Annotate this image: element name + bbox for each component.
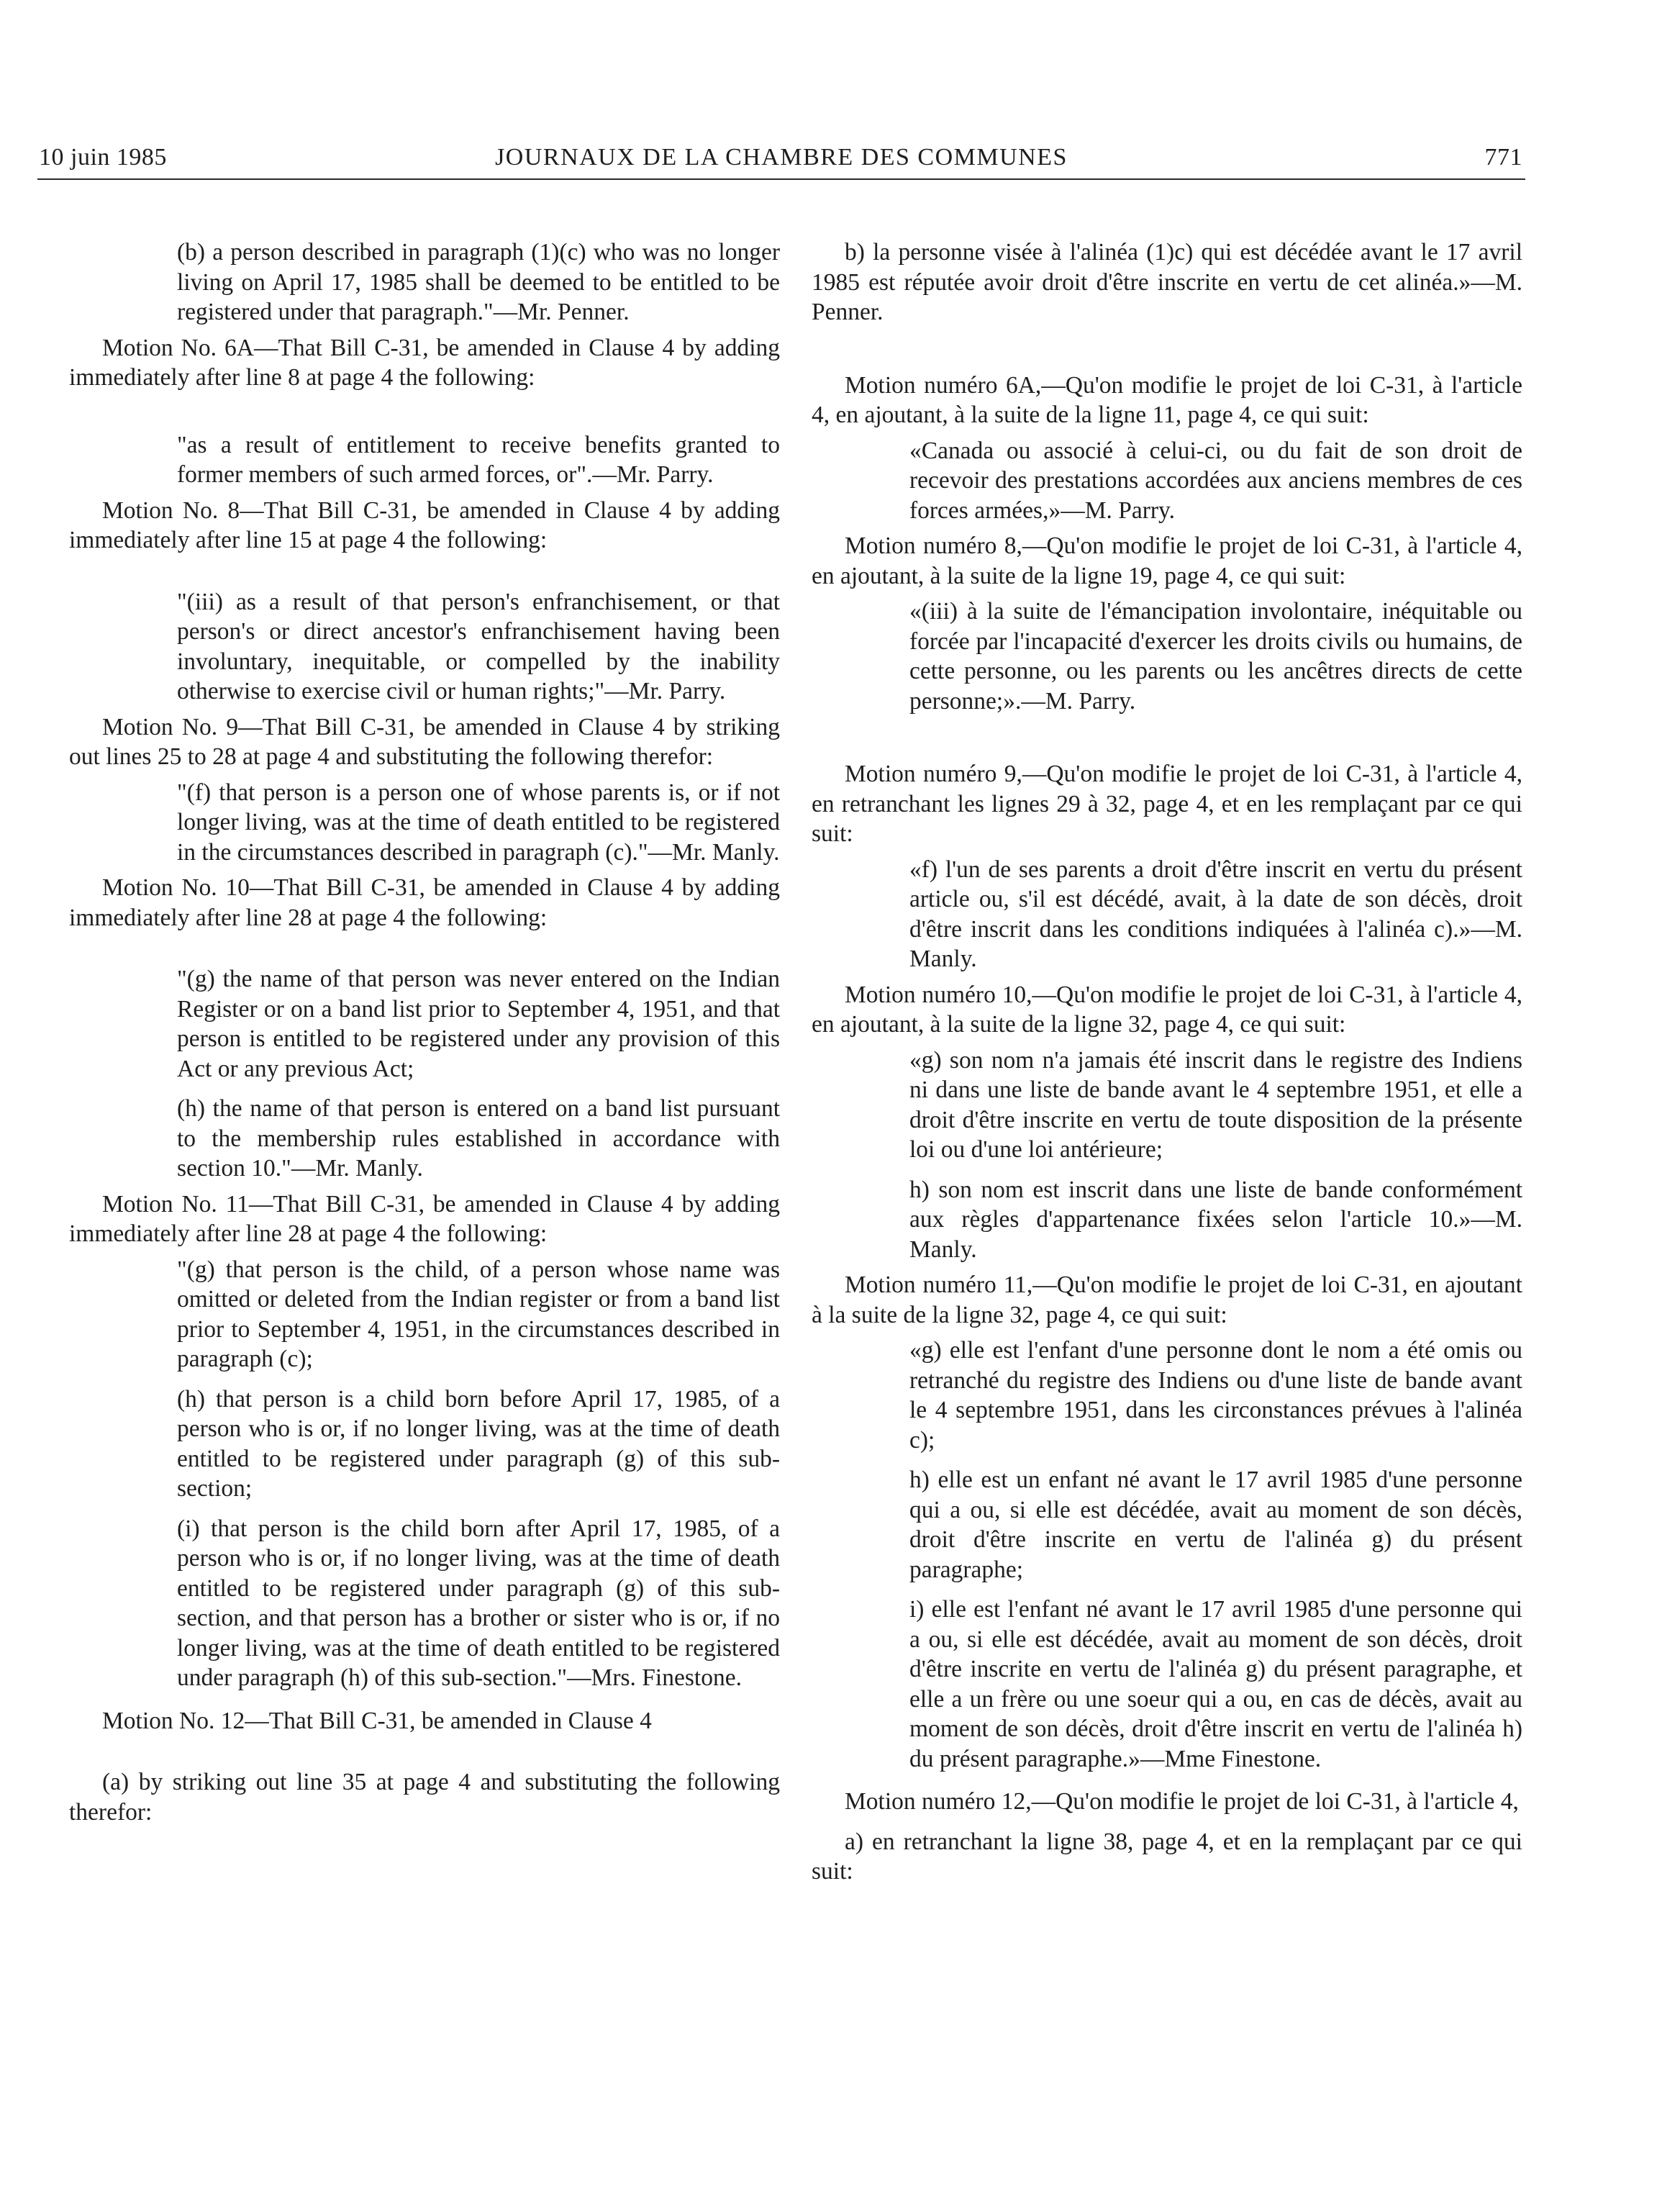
motion-9: Motion No. 9—That Bill C-31, be amended in Clause 4 by striking out lines 25 to 28 at page 4 and substituting the following therefor: (69, 713, 780, 770)
header-page-number: 771 (1484, 144, 1522, 171)
english-column (69, 237, 780, 1827)
motion-12-a: (a) by striking out line 35 at page 4 and substituting the following therefor: (69, 1769, 780, 1826)
fr-motion-8: Motion numéro 8,—Qu'on modifie le projet de loi C-31, à l'article 4, en ajoutant, à la suite de la ligne 19, page 4, ce qui suit: (812, 532, 1522, 589)
fr-motion-10-quote-g: «g) son nom n'a jamais été inscrit dans le registre des Indiens ni dans une liste de bande avant le 4 septembre 1951, et elle a droit d'être inscrite en vertu de toute disposition de la présente loi ou d'une loi antérieure; (909, 1046, 1522, 1163)
header-date: 10 juin 1985 (39, 144, 167, 171)
motion-11-quote-h: (h) that person is a child born before April 17, 1985, of a person who is or, if no longer living, was at the time of death entitled to be registered under paragraph (g) of this sub-section; (177, 1385, 780, 1502)
motion-11-quote-g: "(g) that person is the child, of a person whose name was omitted or deleted from the Indian register or from a band list prior to September 4, 1951, in the circumstances described in paragraph (c); (177, 1256, 780, 1372)
french-column (812, 237, 1522, 1887)
fr-paragraph-b-text: b) la personne visée à l'alinéa (1)c) qui est décédée avant le 17 avril 1985 est réputée avoir droit d'être inscrite en vertu de cet alinéa.»—M. Penner. (812, 239, 1522, 325)
motion-6a-quote: "as a result of entitlement to receive benefits granted to former members of such armed forces, or".—Mr. Parry. (177, 431, 780, 488)
fr-motion-11: Motion numéro 11,—Qu'on modifie le projet de loi C-31, en ajoutant à la suite de la ligne 32, page 4, ce qui suit: (812, 1271, 1522, 1328)
paragraph-b-text: (b) a person described in paragraph (1)(c) who was no longer living on April 17, 1985 shall be deemed to be entitled to be registered under that paragraph."—Mr. Penner. (177, 239, 780, 325)
fr-motion-6a-quote: «Canada ou associé à celui-ci, ou du fait de son droit de recevoir des prestations accordées aux anciens membres de ces forces armées,»—M. Parry. (909, 437, 1522, 524)
fr-motion-12-a: a) en retranchant la ligne 38, page 4, et en la remplaçant par ce qui suit: (812, 1828, 1522, 1885)
motion-10: Motion No. 10—That Bill C-31, be amended in Clause 4 by adding immediately after line 28 at page 4 the following: (69, 874, 780, 931)
fr-motion-8-quote: «(iii) à la suite de l'émancipation involontaire, inéquitable ou forcée par l'incapacité d'exercer les droits civils ou humains, de cette personne, ou les parents ou les ancêtres directs de cette personne;».—M. Parry. (909, 598, 1522, 715)
fr-motion-9-quote: «f) l'un de ses parents a droit d'être inscrit en vertu du présent article ou, s'il est décédé, avait, à la date de son décès, droit d'être inscrit dans les conditions indiquées à l'alinéa c).»—M. Manly. (909, 856, 1522, 972)
motion-12: Motion No. 12—That Bill C-31, be amended in Clause 4 (102, 1707, 652, 1734)
motion-11: Motion No. 11—That Bill C-31, be amended in Clause 4 by adding immediately after line 28 at page 4 the following: (69, 1190, 780, 1247)
fr-motion-11-quote-h: h) elle est un enfant né avant le 17 avril 1985 d'une personne qui a ou, si elle est décédée, avait au moment de son décès, droit d'être inscrite en vertu de l'alinéa g) du présent paragraphe; (909, 1467, 1522, 1583)
fr-motion-12: Motion numéro 12,—Qu'on modifie le projet de loi C-31, à l'article 4, (845, 1788, 1519, 1815)
fr-motion-6a: Motion numéro 6A,—Qu'on modifie le projet de loi C-31, à l'article 4, en ajoutant, à la suite de la ligne 11, page 4, ce qui suit: (812, 371, 1522, 428)
motion-9-quote: "(f) that person is a person one of whose parents is, or if not longer living, was at the time of death entitled to be registered in the circumstances described in paragraph (c)."—Mr. Manly. (177, 779, 780, 866)
motion-8-quote: "(iii) as a result of that person's enfranchisement, or that person's or direct ancestor's enfranchisement having been involuntary, inequitable, or compelled by the inability otherwise to exercise civil or human rights;"—Mr. Parry. (177, 588, 780, 704)
fr-motion-10: Motion numéro 10,—Qu'on modifie le projet de loi C-31, à l'article 4, en ajoutant, à la suite de la ligne 32, page 4, ce qui suit: (812, 981, 1522, 1038)
motion-8: Motion No. 8—That Bill C-31, be amended in Clause 4 by adding immediately after line 15 at page 4 the following: (69, 497, 780, 553)
header-journal-title: JOURNAUX DE LA CHAMBRE DES COMMUNES (495, 144, 1068, 171)
fr-motion-11-quote-g: «g) elle est l'enfant d'une personne dont le nom a été omis ou retranché du registre des Indiens ou d'une liste de bande avant le 4 septembre 1951, dans les circonstances prévues à l'alinéa c); (909, 1337, 1522, 1454)
fr-motion-10-quote-h: h) son nom est inscrit dans une liste de bande conformément aux règles d'appartenance fixées selon l'article 10.»—M. Manly. (909, 1176, 1522, 1263)
fr-motion-9: Motion numéro 9,—Qu'on modifie le projet de loi C-31, à l'article 4, en retranchant les lignes 29 à 32, page 4, et en les remplaçant par ce qui suit: (812, 761, 1522, 847)
motion-10-quote-g: "(g) the name of that person was never entered on the Indian Register or on a band list prior to September 4, 1951, and that person is entitled to be registered under any provision of this Act or any previous Act; (177, 966, 780, 1082)
motion-6a: Motion No. 6A—That Bill C-31, be amended in Clause 4 by adding immediately after line 8 at page 4 the following: (69, 334, 780, 391)
motion-11-quote-i: (i) that person is the child born after April 17, 1985, of a person who is or, if no longer living, was at the time of death entitled to be registered under paragraph (g) of this sub-section, and that person has a brother or sister who is or, if no longer living, was at the time of death entitled to be registered under paragraph (h) of this sub-section."—Mrs. Finestone. (177, 1515, 780, 1691)
motion-10-quote-h: (h) the name of that person is entered on a band list pursuant to the membership rules established in accordance with section 10."—Mr. Manly. (177, 1095, 780, 1182)
fr-motion-11-quote-i: i) elle est l'enfant né avant le 17 avril 1985 d'une personne qui a ou, si elle est décédée, avait au moment de son décès, droit d'être inscrite en vertu de l'alinéa g) du présent paragraphe, et elle a un frère ou une soeur qui a ou, en cas de décès, avait au moment de son décès, droit d'être inscrit en vertu de l'alinéa h) du présent paragraphe.»—Mme Finestone. (909, 1596, 1522, 1772)
page-header (37, 142, 1525, 180)
